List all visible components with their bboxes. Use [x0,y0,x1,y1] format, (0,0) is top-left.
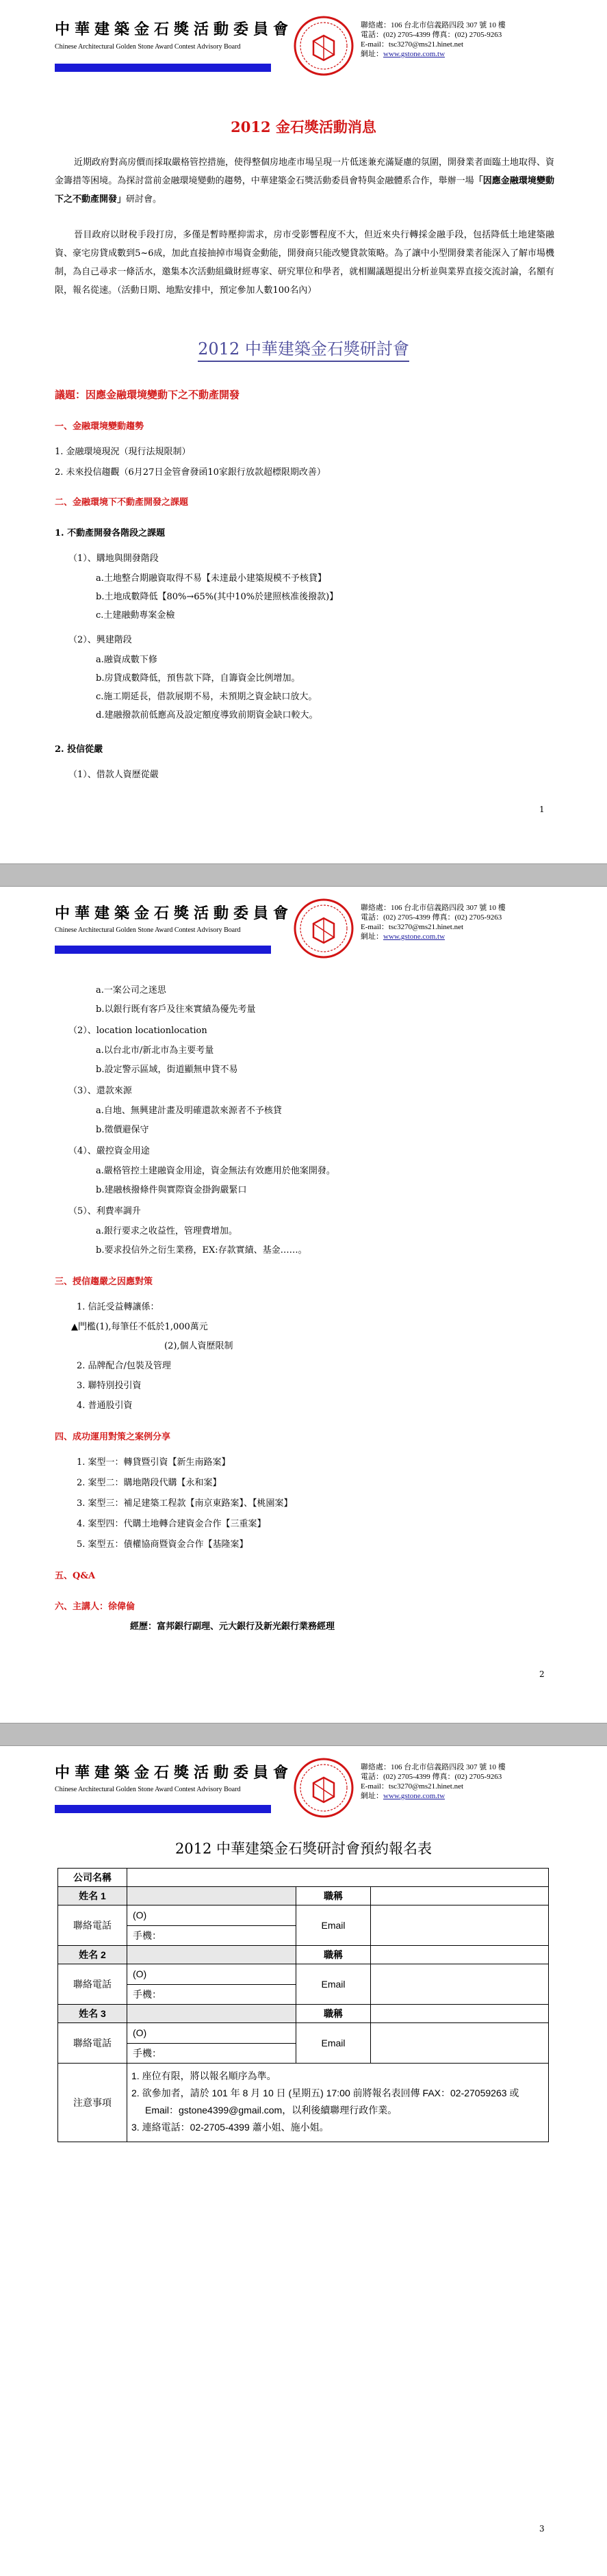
header-contact: 聯絡處：106 台北市信義路四段 307 號 10 樓 電話：(02) 2705-4399 傳真：(02) 2705-9263 E-mail：tsc3270@ms21.hinet.net 網址：www.gstone.com.tw [361,1763,506,1800]
header-org-english: Chinese Architectural Golden Stone Award Contest Advisory Board [55,926,241,934]
company-label: 公司名稱 [58,1869,127,1887]
phone-label: 聯絡電話 [58,1905,127,1946]
website-link[interactable]: www.gstone.com.tw [383,1792,445,1800]
section-1-item: 2. 未來投信趨觀（6月27日金管會發函10家銀行放款超標限期改善） [55,467,326,478]
section-1-item: 1. 金融環境現況（現行法規限制） [55,447,191,457]
mobile-2-input[interactable]: 手機： [127,1984,296,2005]
subsection-title: 2. 投信從嚴 [55,744,103,755]
group-heading: （1）、借款人資歷從嚴 [68,770,159,780]
title-label: 職稱 [296,1887,371,1905]
list-item: (2),個人資歷限制 [164,1341,233,1351]
header-org-name: 中華建築金石獎活動委員會 [55,21,294,38]
header-blue-bar [55,1805,271,1813]
list-item: a.融資成數下修 [96,655,157,665]
section-1-title: 一、金融環境變動趨勢 [55,421,144,432]
phone-label: 聯絡電話 [58,2023,127,2064]
list-item: 2. 案型二：購地階段代購【永和案】 [77,1478,222,1488]
company-input[interactable] [127,1869,549,1887]
header-blue-bar [55,946,271,954]
name-3-input[interactable] [127,2005,296,2023]
title-2-input[interactable] [371,1946,549,1964]
registration-form [57,1868,549,2142]
seminar-title: 2012 中華建築金石獎研討會 [0,335,607,359]
email-label: Email [296,1905,371,1946]
email-2-input[interactable] [371,1964,549,2005]
list-item: b.以銀行既有客戶及往來實績為優先考量 [96,1004,256,1015]
list-item: 3. 聯特別投引資 [77,1381,142,1391]
list-item: b.要求投信外之衍生業務，EX:存款實績、基金……。 [96,1245,307,1256]
page-number: 3 [539,2524,545,2534]
office-phone-3-input[interactable]: (O) [127,2023,296,2044]
header-org-name: 中華建築金石獎活動委員會 [55,905,294,922]
list-item: d.建融撥款前低應高及設定額度導致前期資金缺口較大。 [96,710,318,720]
list-item: b.建融核撥條件與實際資金掛鉤嚴緊口 [96,1185,247,1195]
golden-stone-logo [293,898,354,959]
page-title: 2012 金石獎活動消息 [231,118,376,135]
page-number: 2 [539,1669,545,1679]
note-item: 3. 連絡電話：02-2705-4399 蕭小姐、施小姐。 [131,2122,329,2133]
list-item: 5. 案型五：債權協商暨資金合作【基隆案】 [77,1539,248,1550]
page-1 [0,0,607,863]
notes-label: 注意事項 [58,2064,127,2142]
subsection-title: 1. 不動產開發各階段之課題 [55,528,166,538]
form-title: 2012 中華建築金石獎研討會預約報名表 [175,1840,432,1857]
intro-paragraph-2: 晉目政府以財稅手段打房，多僅是暫時壓抑需求，房市受影響程度不大，但近來央行轉採金融手段，包括降低土地建築融資、豪宅房貸成數到5~6成，加此直接抽掉市場資金動能，開發商只能改變貸款策略。為了讓中小型開發業者能深入了解市場機制，為自己尋求一條活水，邀集本次活動組織財經專家、研究單位和學者，就相關議題提出分析並與業界直接交流討論，名額有限，報名從速。（活動日期、地點安排中，預定參加人數100名內） [55,230,554,296]
list-item: a.一案公司之迷思 [96,985,166,996]
group-heading: （4）、嚴控資金用途 [68,1146,150,1156]
name-3-label: 姓名 3 [58,2005,127,2023]
mobile-1-input[interactable]: 手機： [127,1925,296,1946]
office-phone-1-input[interactable]: (O) [127,1905,296,1926]
header-org-english: Chinese Architectural Golden Stone Award Contest Advisory Board [55,43,241,51]
website-link[interactable]: www.gstone.com.tw [383,933,445,941]
section-6-title: 六、主講人：徐偉倫 [55,1602,135,1612]
page-separator [0,1723,607,1746]
seminar-topic-highlight: 「因應金融環境變動下之不動產開發」 [55,176,554,205]
list-item: c.施工期延長，借款展期不易，未預期之資金缺口放大。 [96,692,318,702]
header-contact: 聯絡處：106 台北市信義路四段 307 號 10 樓 電話：(02) 2705-4399 傳真：(02) 2705-9263 E-mail：tsc3270@ms21.hinet.net 網址：www.gstone.com.tw [361,904,506,941]
intro-paragraph-1: 近期政府對高房價而採取嚴格管控措施，使得整個房地產市場呈現一片低迷兼充滿疑慮的氛圍，開發業者面臨土地取得、資金籌措等困境。為探討當前金融環境變動的趨勢，中華建築金石獎活動委員會特與金融體系合作，舉辦一場「因應金融環境變動下之不動產開發」研討會。 [55,157,555,205]
list-item: a.嚴格管控土建融資金用途，資金無法有效應用於他案開發。 [96,1166,335,1176]
name-1-input[interactable] [127,1887,296,1905]
speaker-experience: 經歷：富邦銀行副理、元大銀行及新光銀行業務經理 [130,1622,335,1632]
note-item: 1. 座位有限，將以報名順序為準。 [131,2070,276,2081]
name-2-input[interactable] [127,1946,296,1964]
list-item: a.銀行要求之收益性，管理費增加。 [96,1226,237,1236]
group-heading: （1）、購地與開發階段 [68,554,159,564]
email-3-input[interactable] [371,2023,549,2064]
email-1-input[interactable] [371,1905,549,1946]
page-separator [0,863,607,887]
list-item: a.自地、無興建計畫及明確還款來源者不予核貸 [96,1106,282,1116]
list-item: 2. 品牌配合/包裝及管理 [77,1361,171,1371]
section-5-title: 五、Q&A [55,1571,96,1581]
name-2-label: 姓名 2 [58,1946,127,1964]
phone-label: 聯絡電話 [58,1964,127,2005]
golden-stone-logo [293,15,354,77]
list-item: c.土建融動專案金檢 [96,610,175,621]
group-heading: （3）、還款來源 [68,1086,132,1096]
list-item: 1. 案型一：轉貸暨引資【新生南路案】 [77,1457,231,1468]
list-item: a.土地整合期融資取得不易【未達最小建築規模不予核貸】 [96,573,326,584]
header-blue-bar [55,64,271,72]
list-item: b.房貸成數降低，預售款下降，自籌資金比例增加。 [96,673,300,684]
page-number: 1 [539,805,545,814]
list-item: 4. 案型四：代購土地轉合建資金合作【三重案】 [77,1519,266,1529]
header-org-name: 中華建築金石獎活動委員會 [55,1764,294,1782]
notes-content [127,2064,549,2142]
section-4-title: 四、成功運用對策之案例分享 [55,1432,171,1442]
mobile-3-input[interactable]: 手機： [127,2043,296,2064]
email-label: Email [296,1964,371,2005]
group-heading: （2）、興建階段 [68,635,132,645]
golden-stone-logo [293,1757,354,1819]
section-3-title: 三、授信趨嚴之因應對策 [55,1277,153,1287]
header-org-english: Chinese Architectural Golden Stone Award Contest Advisory Board [55,1786,241,1793]
list-item: b.土地成數降低【80%→65%(其中10%於建照核准後撥款)】 [96,592,339,602]
group-heading: （2）、location locationlocation [68,1026,207,1036]
title-3-input[interactable] [371,2005,549,2023]
list-item: b.徵價避保守 [96,1125,149,1135]
title-label: 職稱 [296,1946,371,1964]
title-label: 職稱 [296,2005,371,2023]
header-contact: 聯絡處：106 台北市信義路四段 307 號 10 樓 電話：(02) 2705-4399 傳真：(02) 2705-9263 E-mail：tsc3270@ms21.hinet.net 網址：www.gstone.com.tw [361,21,506,58]
email-label: Email [296,2023,371,2064]
title-1-input[interactable] [371,1887,549,1905]
list-item: 3. 案型三：補足建築工程款【南京東路案】、【桃園案】 [77,1498,293,1509]
office-phone-2-input[interactable]: (O) [127,1964,296,1985]
list-item: 1. 信託受益轉讓係： [77,1302,159,1312]
website-link[interactable]: www.gstone.com.tw [383,50,445,58]
list-item: 4. 普通股引資 [77,1401,133,1411]
page-2 [0,887,607,1723]
list-item: a.以台北市/新北市為主要考量 [96,1045,214,1056]
list-item: ▲門檻(1),每筆任不低於1,000萬元 [71,1322,208,1332]
topic-heading: 議題：因應金融環境變動下之不動產開發 [55,389,240,401]
name-1-label: 姓名 1 [58,1887,127,1905]
page-3 [0,1746,607,2576]
note-item: 2. 欲參加者，請於 101 年 8 月 10 日 (星期五) 17:00 前將報名表回傳 FAX：02-27059263 或 Email：gstone4399@gmail.com，以利後續聯理行政作業。 [131,2087,519,2116]
section-2-title: 二、金融環境下不動產開發之課題 [55,497,189,508]
list-item: b.設定警示區域，街道顯無申貸不易 [96,1065,238,1075]
group-heading: （5）、利費率調升 [68,1206,141,1217]
